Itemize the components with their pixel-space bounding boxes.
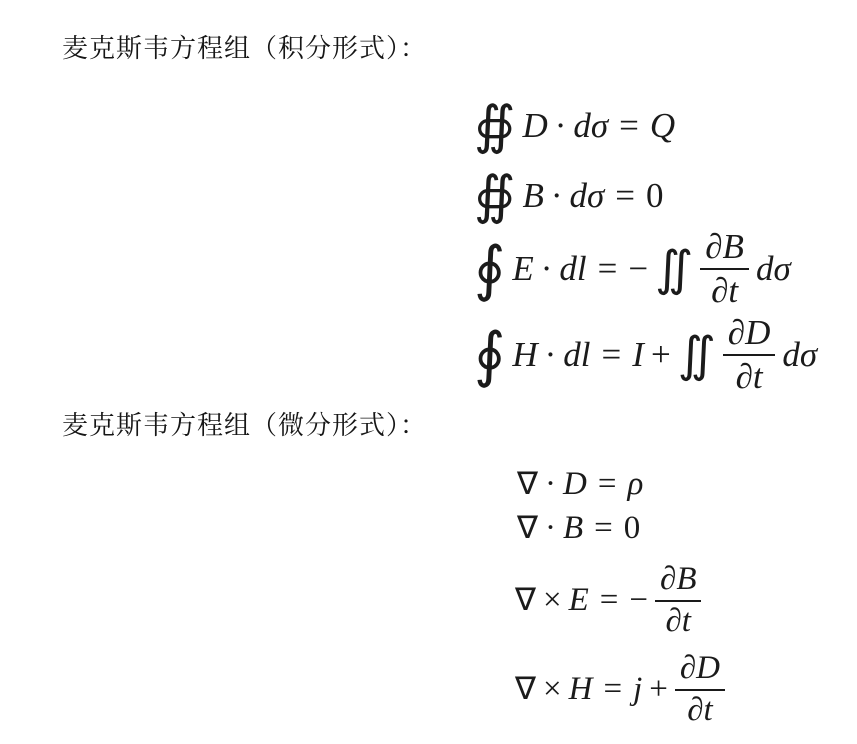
- fraction-denominator: ∂t: [735, 356, 763, 396]
- equation-ampere-integral: [474, 314, 817, 396]
- differential-dsigma: dσ: [755, 248, 791, 288]
- fraction-dBdt: [655, 562, 701, 639]
- fraction-numerator: ∂B: [700, 228, 749, 270]
- dot-operator: ·: [540, 248, 553, 288]
- equation-gauss-electric-differential: [517, 466, 643, 503]
- double-integral-symbol: ∬: [677, 326, 716, 383]
- fraction-numerator: ∂B: [655, 562, 701, 602]
- closed-surface-integral-symbol: ∯: [474, 95, 516, 156]
- nabla-operator: ∇: [515, 670, 536, 707]
- fraction-denominator: ∂t: [665, 602, 691, 639]
- equals-sign: =: [597, 248, 618, 288]
- differential-dl: dl: [563, 334, 591, 374]
- equals-sign: =: [603, 671, 623, 708]
- dot-operator: ·: [554, 106, 567, 146]
- closed-surface-integral-symbol: ∯: [474, 165, 516, 226]
- dot-operator: ·: [544, 510, 556, 546]
- variable-D: D: [562, 466, 587, 502]
- equation-gauss-magnetic-integral: [474, 165, 664, 226]
- differential-dl: dl: [559, 248, 587, 288]
- dot-operator: ·: [544, 466, 556, 502]
- fraction-numerator: ∂D: [675, 651, 725, 691]
- fraction-dDdt: [675, 651, 725, 728]
- closed-line-integral-symbol: ∮: [474, 319, 506, 390]
- variable-B: B: [522, 176, 544, 216]
- fraction-numerator: ∂D: [723, 314, 776, 356]
- plus-sign: +: [650, 334, 671, 374]
- equals-sign: =: [619, 106, 639, 146]
- cross-operator: ×: [542, 582, 562, 619]
- differential-form-heading: 麦克斯韦方程组（微分形式）：: [62, 411, 428, 440]
- equation-gauss-electric-integral: [474, 95, 676, 156]
- variable-E: E: [568, 582, 589, 619]
- equation-faraday-differential: [515, 562, 701, 639]
- minus-sign: −: [629, 582, 649, 619]
- variable-B: B: [562, 510, 584, 546]
- variable-H: H: [512, 334, 538, 374]
- fraction-dBdt: [700, 228, 749, 310]
- value-zero: 0: [623, 510, 641, 546]
- variable-H: H: [568, 671, 593, 708]
- equals-sign: =: [594, 510, 613, 546]
- fraction-denominator: ∂t: [711, 270, 739, 310]
- closed-line-integral-symbol: ∮: [474, 233, 506, 304]
- variable-Q: Q: [649, 106, 676, 146]
- equals-sign: =: [615, 176, 635, 216]
- variable-E: E: [512, 248, 534, 288]
- minus-sign: −: [628, 248, 649, 288]
- equals-sign: =: [597, 466, 617, 502]
- equation-faraday-integral: [474, 228, 791, 310]
- dot-operator: ·: [550, 176, 563, 216]
- nabla-operator: ∇: [517, 509, 538, 546]
- equals-sign: =: [599, 582, 619, 619]
- variable-rho: ρ: [627, 466, 644, 502]
- nabla-operator: ∇: [517, 465, 538, 502]
- integral-form-heading: 麦克斯韦方程组（积分形式）：: [62, 34, 428, 63]
- variable-D: D: [522, 106, 548, 146]
- fraction-denominator: ∂t: [687, 691, 713, 728]
- differential-dsigma: dσ: [573, 106, 609, 146]
- differential-dsigma: dσ: [782, 334, 818, 374]
- fraction-dDdt: [723, 314, 776, 396]
- equals-sign: =: [601, 334, 622, 374]
- equation-ampere-differential: [515, 651, 725, 728]
- variable-I: I: [632, 334, 644, 374]
- double-integral-symbol: ∬: [655, 240, 694, 297]
- variable-j: j: [633, 671, 643, 708]
- nabla-operator: ∇: [515, 581, 536, 618]
- value-zero: 0: [646, 176, 664, 216]
- differential-dsigma: dσ: [569, 176, 605, 216]
- equation-gauss-magnetic-differential: [517, 510, 640, 547]
- plus-sign: +: [649, 671, 668, 708]
- cross-operator: ×: [542, 671, 562, 708]
- dot-operator: ·: [544, 334, 557, 374]
